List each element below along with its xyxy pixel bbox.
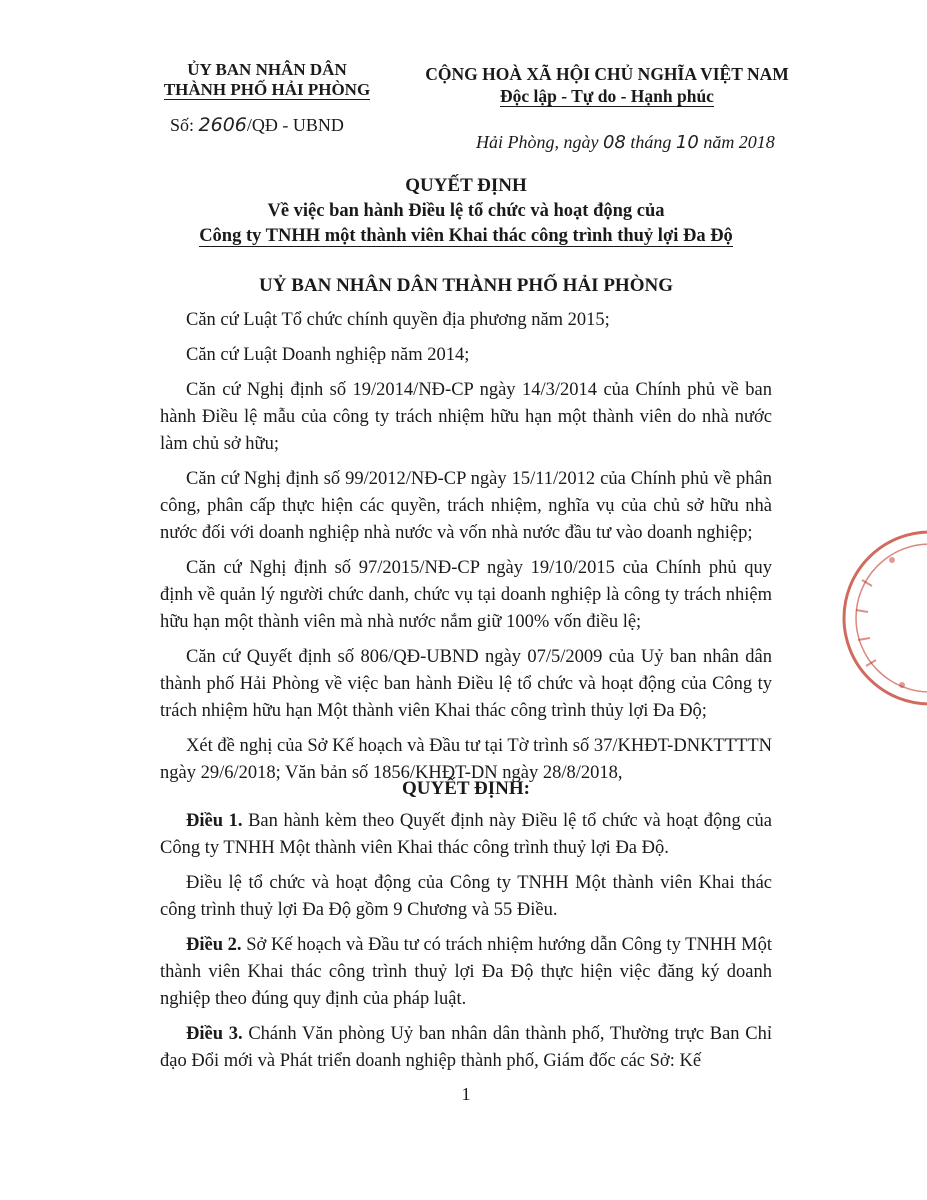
doc-number-prefix: Số:: [170, 115, 195, 135]
article-3-text: Chánh Văn phòng Uỷ ban nhân dân thành phố, Thường trực Ban Chỉ đạo Đổi mới và Phát triển doanh nghiệp thành phố, Giám đốc các Sở: Kế: [160, 1024, 772, 1071]
date-month-handwritten: 10: [675, 132, 699, 153]
articles-section: [160, 808, 772, 1075]
national-title: CỘNG HOÀ XÃ HỘI CHỦ NGHĨA VIỆT NAM: [425, 64, 789, 84]
seal-icon: [832, 520, 927, 716]
ground-item: Căn cứ Nghị định số 19/2014/NĐ-CP ngày 14/3/2014 của Chính phủ về ban hành Điều lệ mẫu của công ty trách nhiệm hữu hạn một thành viên do nhà nước làm chủ sở hữu;: [160, 380, 772, 454]
subject-line2: [160, 226, 772, 247]
ground-item: Căn cứ Luật Tổ chức chính quyền địa phương năm 2015;: [186, 310, 610, 330]
page-number: 1: [461, 1084, 471, 1104]
article-1-label: Điều 1.: [186, 811, 243, 831]
article-1: [160, 808, 772, 862]
date-day-handwritten: 08: [602, 132, 626, 153]
article-1-extra: Điều lệ tổ chức và hoạt động của Công ty TNHH Một thành viên Khai thác công trình thuỷ lợi Đa Độ gồm 9 Chương và 55 Điều.: [160, 873, 772, 920]
subject-line2-text: Công ty TNHH một thành viên Khai thác công trình thuỷ lợi Đa Độ: [199, 226, 733, 246]
ground-item: Căn cứ Nghị định số 99/2012/NĐ-CP ngày 15/11/2012 của Chính phủ về phân công, phân cấp thực hiện các quyền, trách nhiệm, nghĩa vụ của chủ sở hữu nhà nước đối với doanh nghiệp nhà nước và vốn nhà nước đầu tư vào doanh nghiệp;: [160, 469, 772, 543]
date-month-label: tháng: [630, 132, 672, 152]
decision-heading: QUYẾT ĐỊNH:: [402, 778, 530, 799]
issue-date: [476, 132, 775, 153]
document-type-heading: QUYẾT ĐỊNH: [405, 175, 527, 196]
ground-item: Căn cứ Luật Doanh nghiệp năm 2014;: [186, 345, 470, 365]
article-3-label: Điều 3.: [186, 1024, 243, 1044]
ground-item: Xét đề nghị của Sở Kế hoạch và Đầu tư tại Tờ trình số 37/KHĐT-DNKTTTTN ngày 29/6/2018; Văn bản số 1856/KHĐT-DN ngày 28/8/2018,: [160, 736, 772, 783]
doc-number-handwritten: 2606: [198, 114, 247, 136]
article-2-text: Sở Kế hoạch và Đầu tư có trách nhiệm hướng dẫn Công ty TNHH Một thành viên Khai thác công trình thuỷ lợi Đa Độ thực hiện việc đăng ký doanh nghiệp theo đúng quy định của pháp luật.: [160, 935, 773, 1009]
article-2: [160, 932, 772, 1013]
issuing-authority: UỶ BAN NHÂN DÂN THÀNH PHỐ HẢI PHÒNG: [259, 275, 673, 296]
ground-item: Căn cứ Quyết định số 806/QĐ-UBND ngày 07/5/2009 của Uỷ ban nhân dân thành phố Hải Phòng về việc ban hành Điều lệ tổ chức và hoạt động của Công ty trách nhiệm hữu hạn Một thành viên Khai thác công trình thủy lợi Đa Độ;: [160, 647, 772, 721]
national-motto: [418, 86, 796, 107]
agency-name-line2: [160, 80, 374, 100]
document-number: [170, 114, 344, 136]
ground-item: Căn cứ Nghị định số 97/2015/NĐ-CP ngày 19/10/2015 của Chính phủ quy định về quản lý người chức danh, chức vụ tại doanh nghiệp là công ty trách nhiệm hữu hạn một thành viên mà nhà nước nắm giữ 100% vốn điều lệ;: [160, 558, 772, 632]
article-2-label: Điều 2.: [186, 935, 242, 955]
date-year: năm 2018: [703, 132, 775, 152]
agency-name-line2-text: THÀNH PHỐ HẢI PHÒNG: [163, 80, 371, 99]
article-3: [160, 1021, 772, 1075]
article-1-text: Ban hành kèm theo Quyết định này Điều lệ tổ chức và hoạt động của Công ty TNHH Một thành viên Khai thác công trình thuỷ lợi Đa Độ.: [160, 811, 772, 858]
grounds-section: [160, 307, 772, 787]
official-seal-fragment: [832, 520, 927, 716]
national-motto-text: Độc lập - Tự do - Hạnh phúc: [500, 86, 714, 106]
subject-line1: Về việc ban hành Điều lệ tổ chức và hoạt động của: [267, 201, 665, 221]
date-prefix: Hải Phòng, ngày: [476, 132, 599, 152]
doc-number-suffix: /QĐ - UBND: [246, 115, 344, 135]
agency-name-line1: ỦY BAN NHÂN DÂN: [187, 60, 347, 79]
